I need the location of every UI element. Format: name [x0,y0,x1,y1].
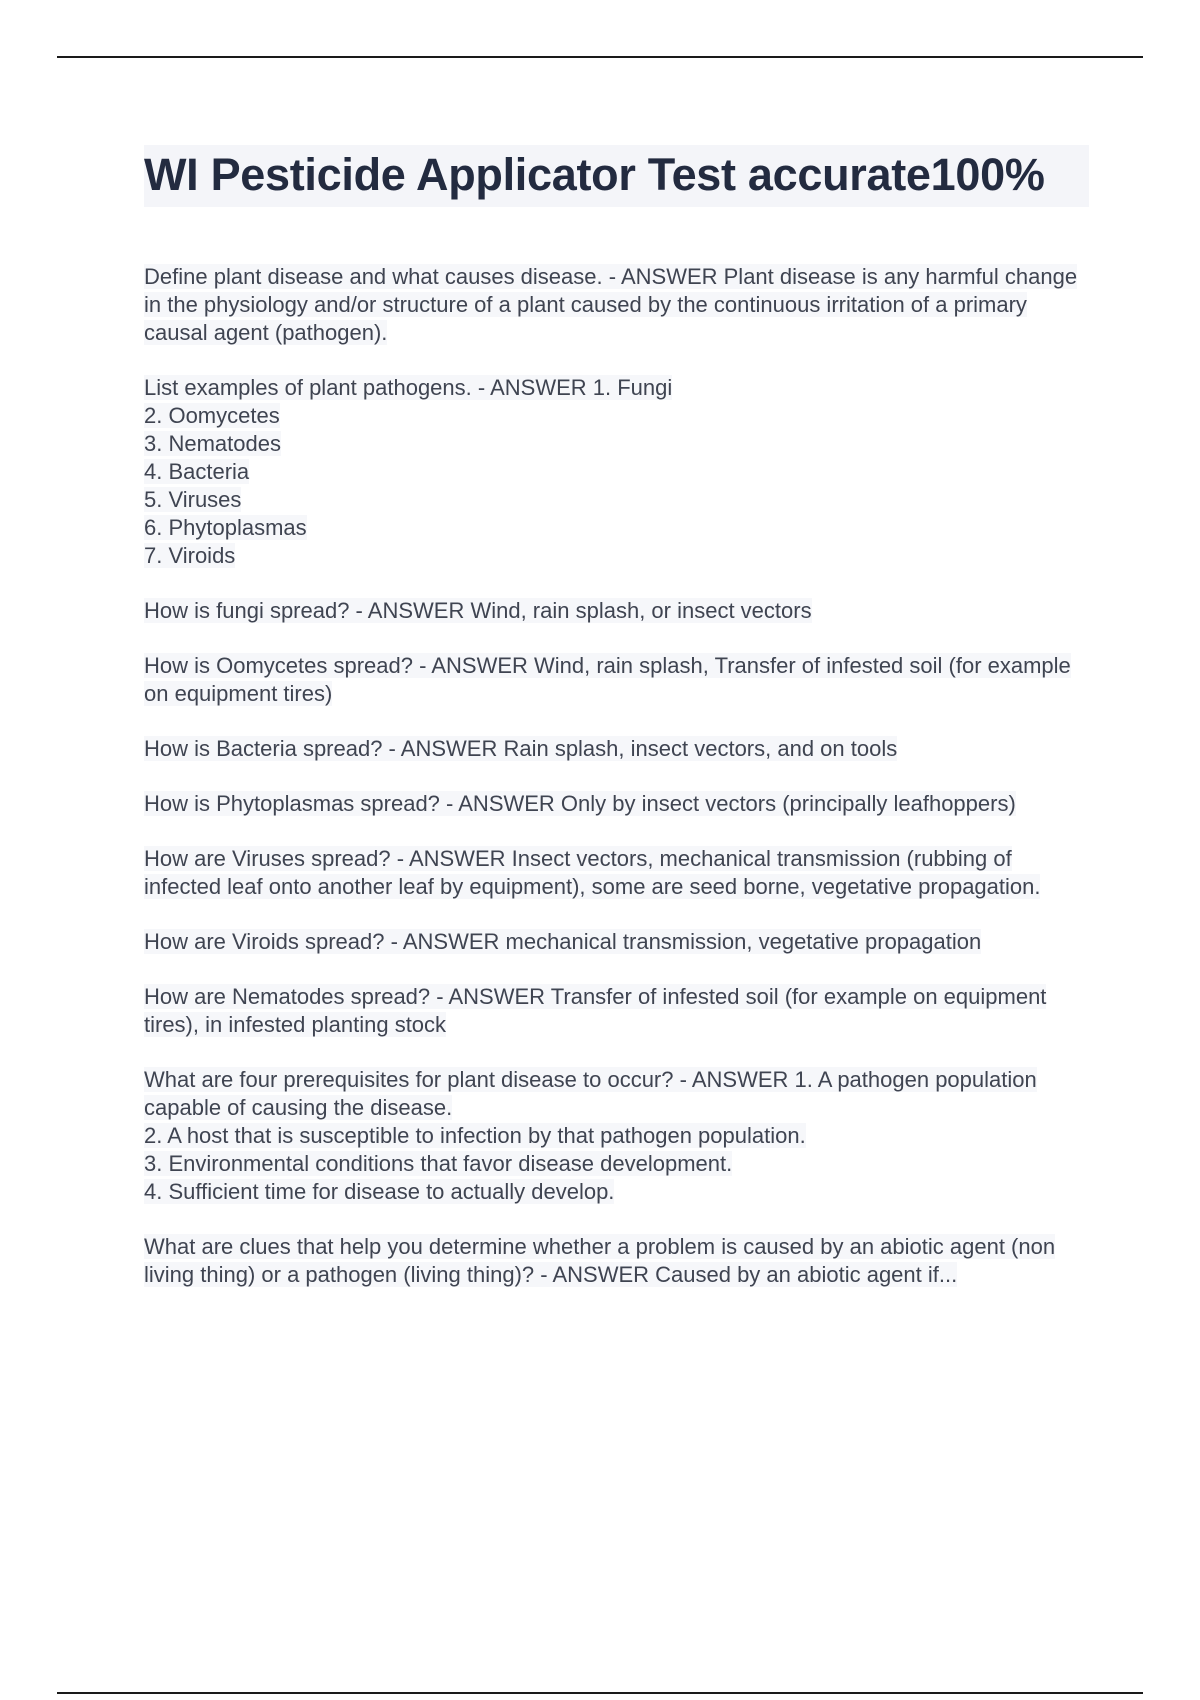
qa-item [144,263,1089,347]
qa-item [144,652,1089,708]
qa-item [144,374,1089,570]
qa-text: How is Oomycetes spread? - ANSWER Wind, rain splash, Transfer of infested soil (for example on equipment tires) [144,653,1071,706]
qa-item [144,1066,1089,1206]
qa-text: How are Viroids spread? - ANSWER mechanical transmission, vegetative propagation [144,929,982,954]
document-title: WI Pesticide Applicator Test accurate100% [144,149,1045,200]
qa-text: How is fungi spread? - ANSWER Wind, rain splash, or insect vectors [144,598,812,623]
top-rule [57,56,1143,58]
qa-text: Define plant disease and what causes disease. - ANSWER Plant disease is any harmful change in the physiology and/or structure of a plant caused by the continuous irritation of a primary causal agent (pathogen). [144,264,1078,345]
qa-text: List examples of plant pathogens. - ANSWER 1. Fungi 2. Oomycetes 3. Nematodes 4. Bacteria 5. Viruses 6. Phytoplasmas 7. Viroids [144,375,673,568]
qa-text: How are Nematodes spread? - ANSWER Transfer of infested soil (for example on equipment tires), in infested planting stock [144,984,1047,1037]
qa-item [144,1233,1089,1289]
qa-text: What are four prerequisites for plant disease to occur? - ANSWER 1. A pathogen population capable of causing the disease. 2. A host that is susceptible to infection by that pathogen population. 3. Environmental conditions that favor disease development. 4. Sufficient time for disease to actually develop. [144,1067,1037,1204]
qa-text: How is Bacteria spread? - ANSWER Rain splash, insect vectors, and on tools [144,736,898,761]
qa-item [144,597,1089,625]
title-block [144,145,1089,207]
qa-item [144,983,1089,1039]
qa-item [144,735,1089,763]
document-body [144,145,1089,1316]
qa-item [144,790,1089,818]
qa-text: How are Viruses spread? - ANSWER Insect vectors, mechanical transmission (rubbing of infected leaf onto another leaf by equipment), some are seed borne, vegetative propagation. [144,846,1041,899]
bottom-rule [57,1692,1143,1694]
qa-list [144,263,1089,1289]
qa-item [144,928,1089,956]
qa-text: What are clues that help you determine whether a problem is caused by an abiotic agent (non living thing) or a pathogen (living thing)? - ANSWER Caused by an abiotic agent if... [144,1234,1056,1287]
qa-text: How is Phytoplasmas spread? - ANSWER Only by insect vectors (principally leafhoppers) [144,791,1016,816]
qa-item [144,845,1089,901]
